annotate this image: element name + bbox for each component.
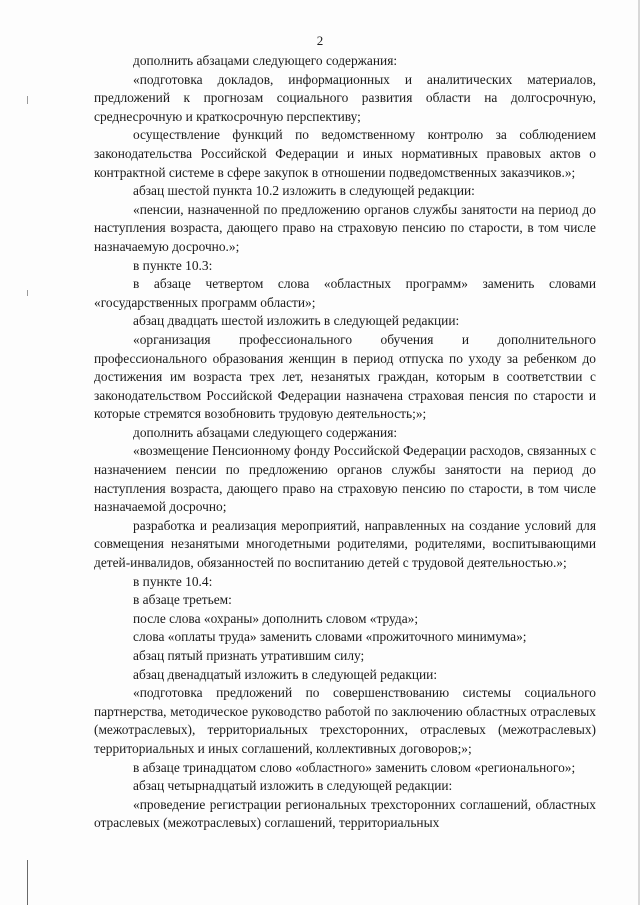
- paragraph: «организация профессионального обучения и дополнительного профессионального образования женщин в период отпуска по уходу за ребенком до достижения им возраста трех лет, незанятых граждан, которым в соответствии с законодательством Российской Федерации назначена страховая пенсия по старости и которые стремятся возобновить трудовую деятельность;»;: [94, 331, 596, 422]
- paragraph: абзац четырнадцатый изложить в следующей редакции:: [133, 778, 453, 794]
- paragraph: в абзаце третьем:: [133, 592, 232, 608]
- margin-mark: [27, 290, 28, 296]
- paragraph: «подготовка докладов, информационных и аналитических материалов, предложений к прогнозам социального развития области на долгосрочную, среднесрочную и краткосрочную перспективу;: [94, 71, 596, 124]
- paragraph: абзац шестой пункта 10.2 изложить в следующей редакции:: [133, 183, 475, 199]
- paragraph: дополнить абзацами следующего содержания:: [133, 53, 398, 68]
- paragraph: в абзаце тринадцатом слово «областного» заменить словом «регионального»;: [133, 759, 576, 775]
- paragraph: дополнить абзацами следующего содержания:: [133, 424, 398, 440]
- paragraph: в абзаце четвертом слова «областных программ» заменить словами «государственных программ области»;: [94, 276, 596, 310]
- paragraph: осуществление функций по ведомственному контролю за соблюдением законодательства Российской Федерации и иных нормативных правовых актов о контрактной системе в сфере закупок в отношении подведомственных заказчиков.»;: [94, 127, 596, 180]
- paragraph: «возмещение Пенсионному фонду Российской Федерации расходов, связанных с назначением пенсии по предложению органов службы занятости на период до наступления возраста, дающего право на страховую пенсию по старости, в том числе назначаемой досрочно;: [94, 443, 596, 515]
- paragraph: «проведение регистрации региональных трехсторонних соглашений, областных отраслевых (межотраслевых) соглашений, территориальных: [94, 796, 596, 831]
- margin-mark: [27, 860, 28, 905]
- paragraph: «пенсии, назначенной по предложению органов службы занятости на период до наступления возраста, дающего право на страховую пенсию по старости, в том числе назначаемую досрочно.»;: [94, 201, 596, 254]
- paragraph: «подготовка предложений по совершенствованию системы социального партнерства, методическое руководство работой по заключению областных отраслевых (межотраслевых), территориальных трехсторонних, отраслевых (межотраслевых) территориальных и иных соглашений, коллективных договоров;»;: [94, 685, 596, 756]
- paragraph: абзац двенадцатый изложить в следующей редакции:: [133, 666, 438, 682]
- paragraph: слова «оплаты труда» заменить словами «прожиточного минимума»;: [133, 629, 527, 645]
- paragraph: разработка и реализация мероприятий, направленных на создание условий для совмещения незанятыми многодетными родителями, родителями, воспитывающими детей-инвалидов, обязанностей по воспитанию детей с трудовой деятельностью.»;: [94, 517, 596, 571]
- paragraph: абзац пятый признать утратившим силу;: [133, 648, 365, 663]
- margin-mark: [27, 96, 28, 104]
- paragraph: после слова «охраны» дополнить словом «труда»;: [133, 610, 419, 626]
- paragraph: абзац двадцать шестой изложить в следующей редакции:: [133, 313, 460, 329]
- paragraph: в пункте 10.4:: [133, 573, 213, 589]
- document-body: [94, 52, 596, 833]
- paragraph: в пункте 10.3:: [133, 257, 213, 273]
- page-number: 2: [316, 33, 324, 48]
